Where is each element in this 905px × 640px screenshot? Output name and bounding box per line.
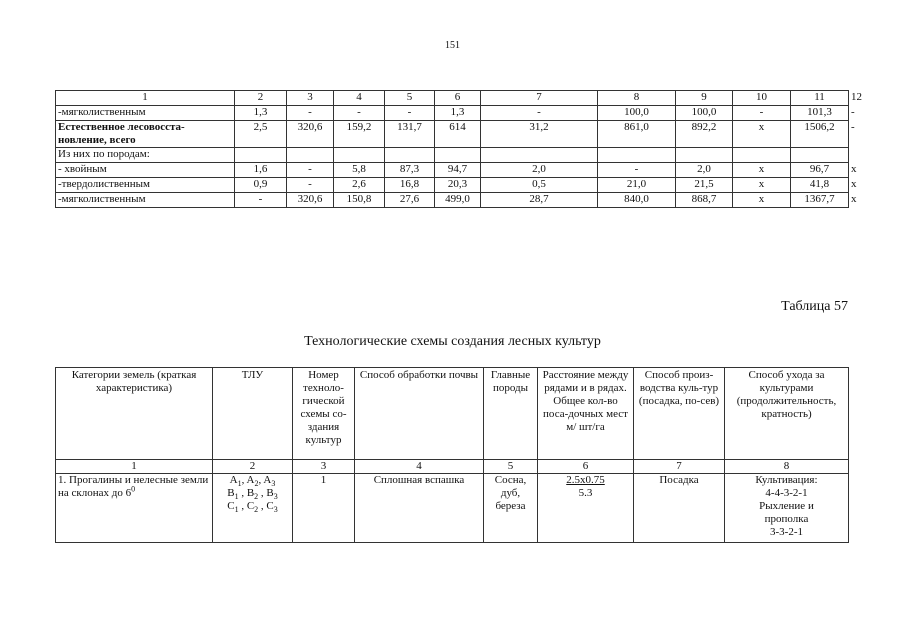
table-cell [334,148,385,163]
table-cell: 1367,7 [791,193,849,208]
table-row [56,148,849,163]
table-cell: x [733,178,791,193]
column-number: 4 [355,460,484,474]
table-cell: 2,0 [676,163,733,178]
column-number: 6 [538,460,634,474]
tlu-cell [213,474,293,543]
table-cell: 840,0 [598,193,676,208]
table-cell: 94,7 [435,163,481,178]
table-label: Таблица 57 [781,299,848,314]
row-label: -твердолиственным [56,178,235,193]
tlu-line: $B_1$ , $B_2$ , $B_3$ [227,487,278,502]
table-cell: - [287,178,334,193]
page-number: 151 [445,40,460,51]
main-species-cell: Сосна, дуб, береза [484,474,538,543]
table-cell: 868,7 [676,193,733,208]
table-cell [791,148,849,163]
header-spacing: Расстояние между рядами и в рядах. Общее кол-во поса-дочных мест м/ шт/га [538,368,634,460]
table-cell: - [733,106,791,121]
column-number: 3 [293,460,355,474]
table-cell [598,148,676,163]
table-cell: 2,6 [334,178,385,193]
tlu-line: $C_1$ , $C_2$ , $C_3$ [227,500,278,515]
table-cell: 27,6 [385,193,435,208]
table-row: -твердолиственным 0,9 - 2,6 16,8 20,3 0,5 21,0 21,5 x 41,8 x [56,178,849,193]
table-cell: - [287,163,334,178]
table-cell: 20,3 [435,178,481,193]
table-header-row: 1 2 3 4 5 6 7 8 9 10 11 12 [56,91,849,106]
table-title: Технологические схемы создания лесных культур [304,334,601,349]
table-cell: 159,2 [334,121,385,148]
table-cell: 41,8 [791,178,849,193]
header-main-species: Главные породы [484,368,538,460]
table-cell: 1506,2 [791,121,849,148]
table-row: -мягколиственным 1,3 - - - 1,3 - 100,0 100,0 - 101,3 - [56,106,849,121]
table-cell [235,148,287,163]
column-number: 9 [676,91,733,106]
table-cell: 100,0 [676,106,733,121]
table-cell: 1,6 [235,163,287,178]
table-cell: 1,3 [435,106,481,121]
table-cell: 0,9 [235,178,287,193]
column-number: 3 [287,91,334,106]
land-category-cell: 1. Прогалины и нелесные земли на склонах до $6^0$ [56,474,213,543]
forest-regeneration-table [55,90,862,208]
table-cell: 892,2 [676,121,733,148]
table-cell: 31,2 [481,121,598,148]
table-cell [385,148,435,163]
column-number: 11 [791,91,849,106]
column-number: 2 [213,460,293,474]
header-soil-treatment: Способ обработки почвы [355,368,484,460]
table-cell: 21,5 [676,178,733,193]
table-row: Естественное лесовосста-новление, всего 2,5 320,6 159,2 131,7 614 31,2 861,0 892,2 x 1506,2 - [56,121,849,148]
header-land-category: Категории земель (краткая характеристика) [56,368,213,460]
table-cell: 5,8 [334,163,385,178]
technology-schemes-table [55,367,849,543]
table-cell: - [598,163,676,178]
column-number: 6 [435,91,481,106]
table-cell: x [733,121,791,148]
table-cell: - [287,106,334,121]
row-label: -мягколиственным [56,106,235,121]
table-cell [733,148,791,163]
table-cell: x [733,163,791,178]
row-label: -мягколиственным [56,193,235,208]
header-production-method: Способ произ-водства куль-тур (посадка, по-сев) [634,368,725,460]
column-number: 1 [56,460,213,474]
table-cell: 499,0 [435,193,481,208]
table-cell: 2,5 [235,121,287,148]
header-tlu: ТЛУ [213,368,293,460]
column-number: 5 [484,460,538,474]
table-cell: 150,8 [334,193,385,208]
planting-count: 5.3 [578,487,593,499]
table-cell: 16,8 [385,178,435,193]
table-cell [287,148,334,163]
scheme-number-cell: 1 [293,474,355,543]
table-cell: 21,0 [598,178,676,193]
table-cell: 28,7 [481,193,598,208]
spacing-cell [538,474,634,543]
column-number: 4 [334,91,385,106]
table-row: - хвойным 1,6 - 5,8 87,3 94,7 2,0 - 2,0 x 96,7 x [56,163,849,178]
spacing-value: 2.5x0.75 [566,474,605,486]
table-cell [676,148,733,163]
column-number: 7 [634,460,725,474]
table-cell: x [733,193,791,208]
table-cell [481,148,598,163]
column-number: 10 [733,91,791,106]
table-cell: 320,6 [287,193,334,208]
table-cell: 861,0 [598,121,676,148]
table-cell: 320,6 [287,121,334,148]
header-care-method: Способ ухода за культурами (продолжительность, кратность) [725,368,849,460]
header-scheme-number: Номер техноло-гической схемы со-здания культур [293,368,355,460]
column-number: 8 [725,460,849,474]
table-row [56,474,849,543]
table-cell: 101,3 [791,106,849,121]
row-label: Естественное лесовосста-новление, всего [56,121,235,148]
table-cell: - [334,106,385,121]
production-method-cell: Посадка [634,474,725,543]
table-cell: 131,7 [385,121,435,148]
table-cell: - [481,106,598,121]
column-number: 1 [56,91,235,106]
tlu-line: $A_1$, $A_2$, $A_3$ [229,474,276,489]
table-cell: 1,3 [235,106,287,121]
table-cell: 100,0 [598,106,676,121]
column-number: 7 [481,91,598,106]
row-label: Из них по породам: [56,148,235,163]
table-cell: 0,5 [481,178,598,193]
table-cell: 2,0 [481,163,598,178]
column-number: 5 [385,91,435,106]
table-cell: - [385,106,435,121]
soil-treatment-cell: Сплошная вспашка [355,474,484,543]
table-row: -мягколиственным - 320,6 150,8 27,6 499,0 28,7 840,0 868,7 x 1367,7 x [56,193,849,208]
column-number: 2 [235,91,287,106]
column-number: 8 [598,91,676,106]
table-cell: 96,7 [791,163,849,178]
care-method-cell: Культивация: 4-4-3-2-1 Рыхление и прополка 3-3-2-1 [725,474,849,543]
table-cell: - [235,193,287,208]
table-cell: 614 [435,121,481,148]
row-label: - хвойным [56,163,235,178]
table-header-row [56,368,849,460]
table-cell: 87,3 [385,163,435,178]
column-numbers-row [56,460,849,474]
table-cell [435,148,481,163]
